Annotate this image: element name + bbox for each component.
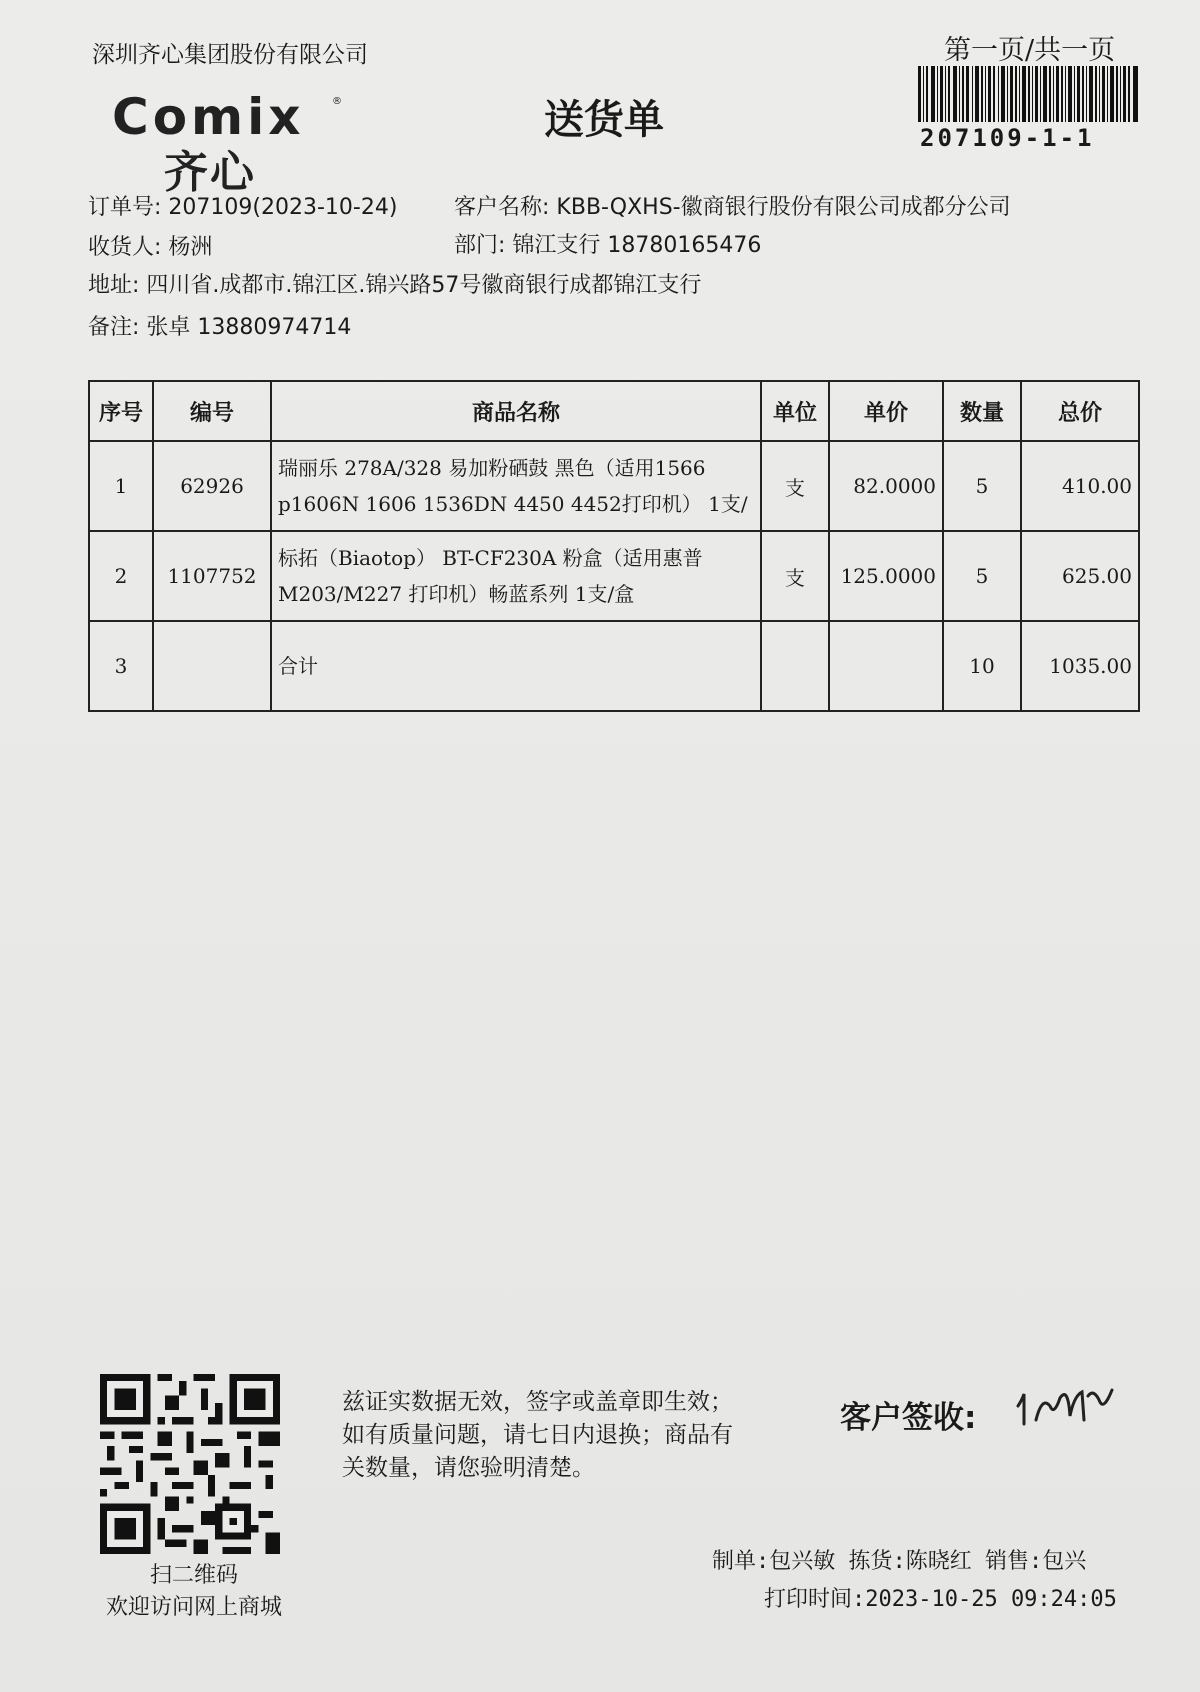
company-name: 深圳齐心集团股份有限公司: [92, 42, 368, 68]
cell-name: 瑞丽乐 278A/328 易加粉硒鼓 黑色（适用1566 p1606N 1606 1536DN 4450 4452打印机） 1支/: [271, 441, 761, 531]
receiver-label: 收货人:: [88, 235, 162, 260]
cell-name: 标拓（Biaotop） BT-CF230A 粉盒（适用惠普 M203/M227 打印机）畅蓝系列 1支/盒: [271, 531, 761, 621]
col-header-unit: 单位: [761, 381, 829, 441]
dept-value: 锦江支行 18780165476: [512, 233, 762, 258]
handwritten-signature: [1012, 1376, 1122, 1434]
order-no-row: [88, 190, 397, 221]
qr-caption-1: 扫二维码: [149, 1563, 238, 1588]
table-row: [89, 441, 1139, 531]
cell-code: 62926: [153, 441, 271, 531]
cell-total: 1035.00: [1021, 621, 1139, 711]
customer-value: KBB-QXHS-徽商银行股份有限公司成都分公司: [556, 195, 1011, 220]
address-row: [88, 268, 701, 299]
order-no-value: 207109(2023-10-24): [168, 195, 398, 220]
remark-row: [88, 310, 351, 341]
cell-seq: 1: [89, 441, 153, 531]
order-no-label: 订单号:: [88, 195, 162, 220]
table-row-total: [89, 621, 1139, 711]
cell-seq: 3: [89, 621, 153, 711]
cell-code: [153, 621, 271, 711]
cell-code: 1107752: [153, 531, 271, 621]
cell-price: 82.0000: [829, 441, 943, 531]
barcode-icon: [918, 66, 1138, 122]
remark-label: 备注:: [88, 315, 140, 340]
dept-label: 部门:: [454, 233, 506, 258]
logo-cn: 齐心: [164, 147, 256, 198]
cell-unit: [761, 621, 829, 711]
cell-total: 625.00: [1021, 531, 1139, 621]
table-row: [89, 531, 1139, 621]
receiver-row: [88, 230, 212, 261]
dept-row: [454, 228, 761, 259]
notice-text: 兹证实数据无效，签字或盖章即生效；如有质量问题，请七日内退换；商品有关数量，请您验明清楚。: [342, 1389, 733, 1481]
cell-qty: 5: [943, 531, 1021, 621]
table-header-row: [89, 381, 1139, 441]
col-header-total: 总价: [1021, 381, 1139, 441]
address-value: 四川省.成都市.锦江区.锦兴路57号徽商银行成都锦江支行: [146, 273, 702, 298]
col-header-name: 商品名称: [271, 381, 761, 441]
registered-mark-icon: ®: [332, 96, 342, 107]
cell-price: [829, 621, 943, 711]
items-table: [88, 380, 1140, 712]
customer-sign-label: 客户签收:: [840, 1400, 977, 1436]
col-header-code: 编号: [153, 381, 271, 441]
print-time: 打印时间:2023-10-25 09:24:05: [764, 1587, 1117, 1612]
col-header-seq: 序号: [89, 381, 153, 441]
cell-unit: 支: [761, 531, 829, 621]
qr-caption-2: 欢迎访问网上商城: [105, 1595, 282, 1620]
col-header-qty: 数量: [943, 381, 1021, 441]
cell-name: 合计: [271, 621, 761, 711]
remark-value: 张卓 13880974714: [146, 315, 352, 340]
barcode-number: 207109-1-1: [920, 124, 1095, 152]
cell-unit: 支: [761, 441, 829, 531]
address-label: 地址:: [88, 273, 140, 298]
customer-row: [454, 190, 1011, 221]
cell-total: 410.00: [1021, 441, 1139, 531]
document-title: 送货单: [544, 97, 664, 143]
cell-price: 125.0000: [829, 531, 943, 621]
qr-code-icon: [100, 1374, 280, 1554]
page-info: 第一页/共一页: [944, 35, 1116, 66]
customer-label: 客户名称:: [454, 195, 550, 220]
col-header-price: 单价: [829, 381, 943, 441]
staff-line: 制单:包兴敏 拣货:陈晓红 销售:包兴: [712, 1549, 1087, 1574]
logo-text: Comix: [112, 88, 305, 146]
cell-qty: 5: [943, 441, 1021, 531]
cell-qty: 10: [943, 621, 1021, 711]
receiver-value: 杨洲: [168, 235, 213, 260]
comix-logo: [112, 88, 342, 198]
cell-seq: 2: [89, 531, 153, 621]
